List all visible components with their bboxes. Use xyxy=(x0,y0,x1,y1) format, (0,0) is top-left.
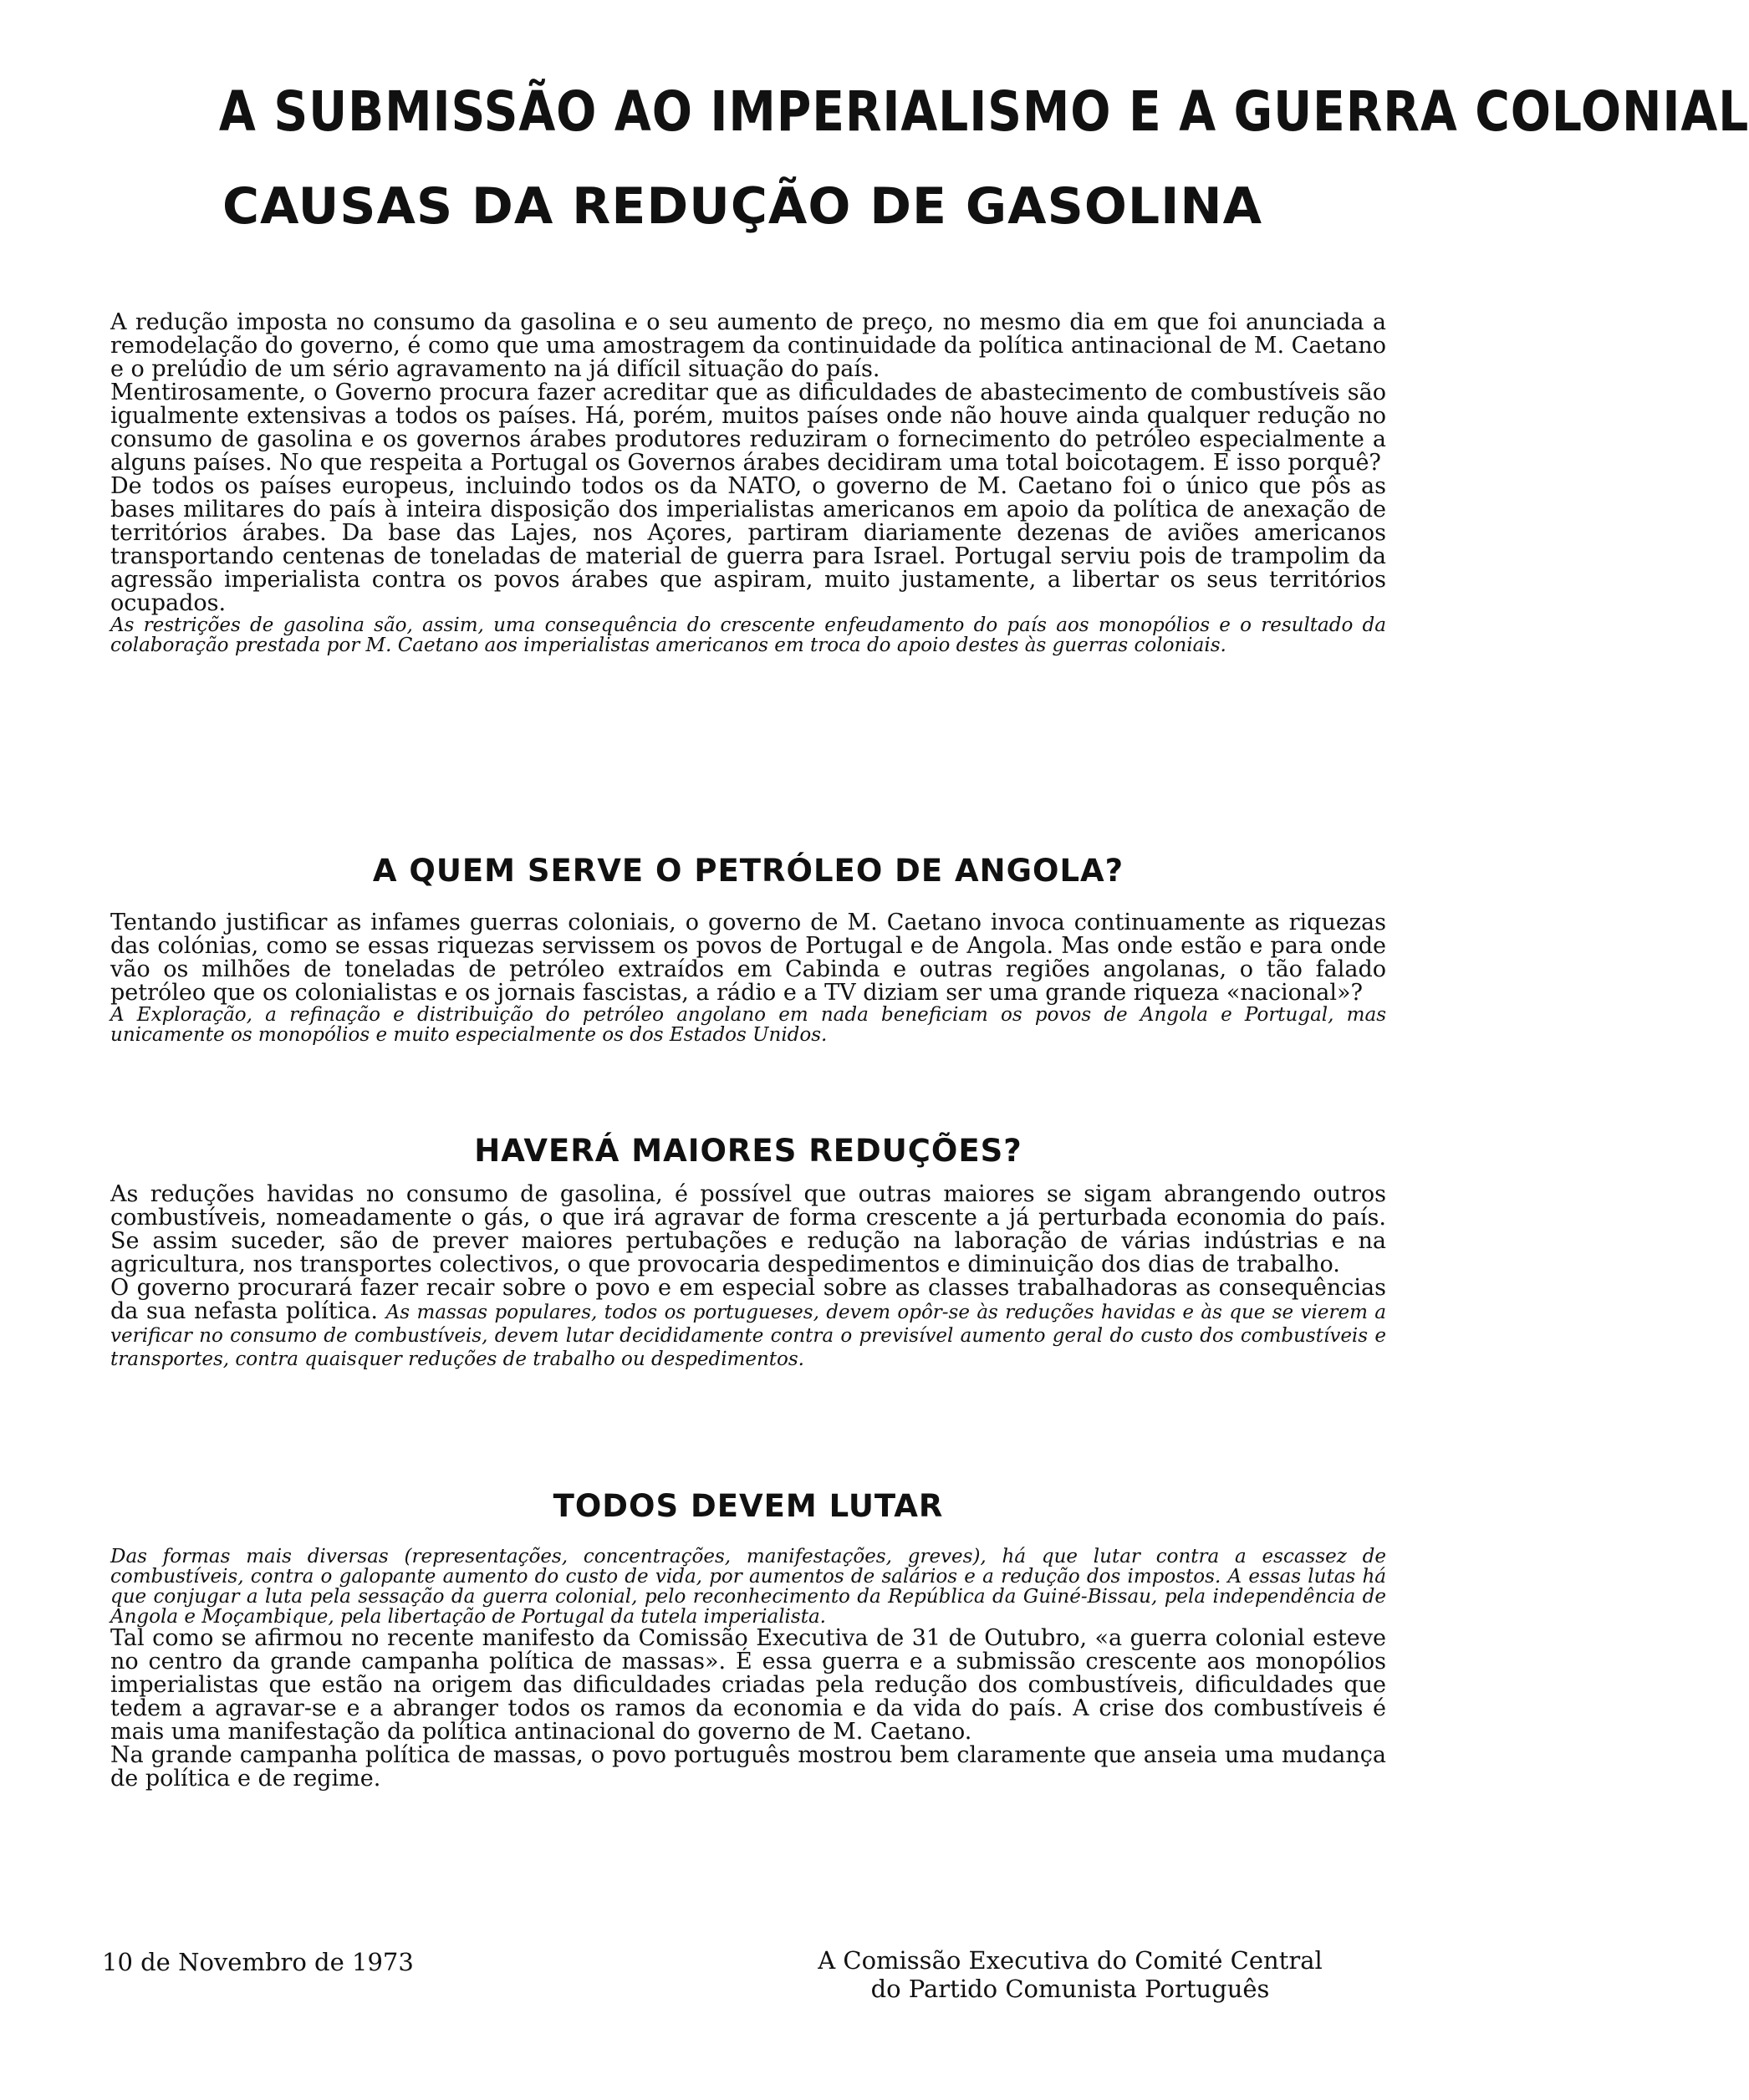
intro-paragraph-2: Mentirosamente, o Governo procura fazer acreditar que as dificuldades de abastecimento de combustíveis são igualmente extensivas a todos os países. Há, porém, muitos países onde não houve ainda qualquer redução no consumo de gasolina e os governos árabes produtores reduziram o fornecimento do petróleo especialmente a alguns países. No que respeita a Portugal os Governos árabes decidiram uma total boicotagem. E isso porquê? xyxy=(110,380,1386,476)
intro-section xyxy=(110,311,1386,655)
angola-section xyxy=(110,911,1386,1045)
reducoes-section xyxy=(110,1183,1386,1370)
subtitle: CAUSAS DA REDUÇÃO DE GASOLINA xyxy=(222,177,1263,236)
lutar-paragraph-2: Na grande campanha política de massas, o povo português mostrou bem claramente que anseia uma mudança de política e de regime. xyxy=(110,1742,1386,1792)
signature-line-2: do Partido Comunista Português xyxy=(870,1975,1270,2003)
main-title: A SUBMISSÃO AO IMPERIALISMO E A GUERRA COLONIAL xyxy=(218,79,1749,144)
reducoes-paragraph-2-text: O governo procurará fazer recair sobre o povo e em especial sobre as classes trabalhadoras as consequências da sua nefasta política. xyxy=(110,1275,1386,1324)
lutar-section xyxy=(110,1547,1386,1791)
angola-paragraph: Tentando justificar as infames guerras coloniais, o governo de M. Caetano invoca continuamente as riquezas das colónias, como se essas riquezas servissem os povos de Portugal e de Angola. Mas onde estão e para onde vão os milhões de toneladas de petróleo extraídos em Cabinda e outras regiões angolanas, o tão falado petróleo que os colonialistas e os jornais fascistas, a rádio e a TV diziam ser uma grande riqueza «nacional»? xyxy=(110,910,1386,1006)
lutar-paragraph-1: Tal como se afirmou no recente manifesto da Comissão Executiva de 31 de Outubro, «a guerra colonial esteve no centro da grande campanha política de massas». É essa guerra e a submissão crescente aos monopólios imperialistas que estão na origem das dificuldades criadas pela redução dos combustíveis, dificuldades que tedem a agravar-se e a abranger todos os ramos da economia e da vida do país. A crise dos combustíveis é mais uma manifestação da política antinacional do governo de M. Caetano. xyxy=(110,1625,1386,1745)
heading-angola: A QUEM SERVE O PETRÓLEO DE ANGOLA? xyxy=(372,853,1124,889)
heading-reducoes: HAVERÁ MAIORES REDUÇÕES? xyxy=(474,1133,1022,1169)
intro-italic-conclusion: As restrições de gasolina são, assim, uma consequência do crescente enfeudamento do país aos monopólios e o resultado da colaboração prestada por M. Caetano aos imperialistas americanos em troca do apoio destes às guerras coloniais. xyxy=(110,614,1386,656)
signature-line-1: A Comissão Executiva do Comité Central xyxy=(818,1946,1323,1975)
reducoes-paragraph-2 xyxy=(110,1277,1386,1370)
angola-italic-conclusion: A Exploração, a refinação e distribuição do petróleo angolano em nada beneficiam os povos de Angola e Portugal, mas unicamente os monopólios e muito especialmente os dos Estados Unidos. xyxy=(110,1004,1386,1046)
reducoes-paragraph-2-italic: As massas populares, todos os portugueses, devem opôr-se às reduções havidas e às que se vierem a verificar no consumo de combustíveis, devem lutar decididamente contra o previsível aumento geral do custo dos combustíveis e transportes, contra quaisquer reduções de trabalho ou despedimentos. xyxy=(110,1302,1387,1370)
intro-paragraph-1: A redução imposta no consumo da gasolina e o seu aumento de preço, no mesmo dia em que foi anunciada a remodelação do governo, é como que uma amostragem da continuidade da política antinacional de M. Caetano e o prelúdio de um sério agravamento na já difícil situação do país. xyxy=(110,309,1386,382)
document-date: 10 de Novembro de 1973 xyxy=(102,1948,414,1976)
heading-lutar: TODOS DEVEM LUTAR xyxy=(553,1488,944,1524)
signature-block xyxy=(752,1946,1388,2003)
intro-paragraph-3: De todos os países europeus, incluindo todos os da NATO, o governo de M. Caetano foi o único que pôs as bases militares do país à inteira disposição dos imperialistas americanos em apoio da política de anexação de territórios árabes. Da base das Lajes, nos Açores, partiram diariamente dezenas de aviões americanos transportando centenas de toneladas de material de guerra para Israel. Portugal serviu pois de trampolim da agressão imperialista contra os povos árabes que aspiram, muito justamente, a libertar os seus territórios ocupados. xyxy=(110,473,1386,616)
lutar-italic-paragraph: Das formas mais diversas (representações, concentrações, manifestações, greves), há que lutar contra a escassez de combustíveis, contra o galopante aumento do custo de vida, por aumentos de salários e a redução dos impostos. A essas lutas há que conjugar a luta pela sessação da guerra colonial, pelo reconhecimento da República da Guiné-Bissau, pela independência de Angola e Moçambique, pela libertação de Portugal da tutela imperialista. xyxy=(110,1546,1386,1628)
reducoes-paragraph-1: As reduções havidas no consumo de gasolina, é possível que outras maiores se sigam abrangendo outros combustíveis, nomeadamente o gás, o que irá agravar de forma crescente a já perturbada economia do país. Se assim suceder, são de prever maiores pertubações e redução na laboração de várias indústrias e na agricultura, nos transportes colectivos, o que provocaria despedimentos e diminuição dos dias de trabalho. xyxy=(110,1181,1386,1277)
